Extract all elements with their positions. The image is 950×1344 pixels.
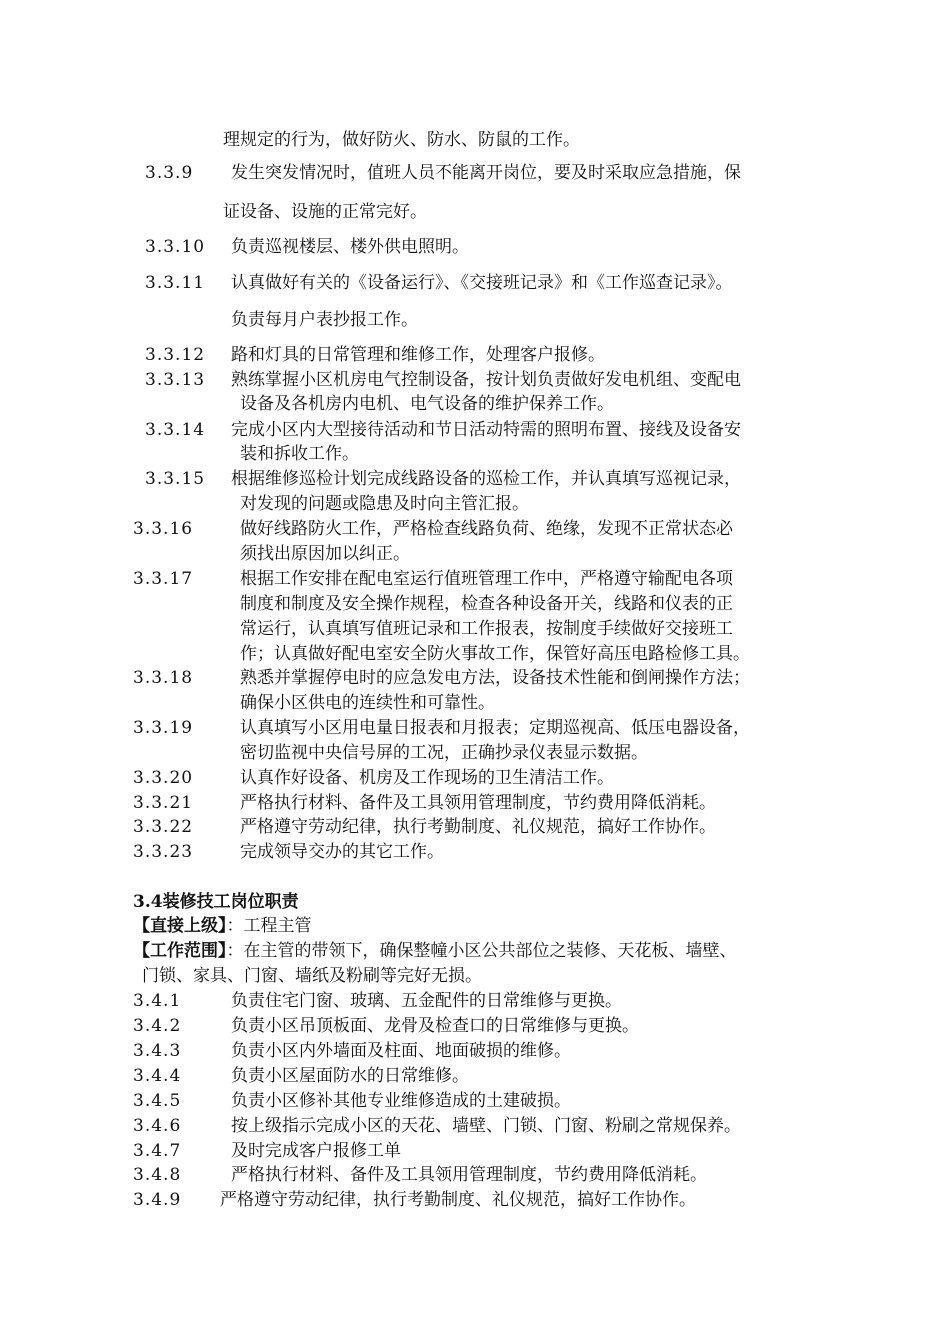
- item-number: 3.4.9: [133, 1190, 182, 1210]
- item-text: 证设备、设施的正常完好。: [223, 202, 427, 222]
- item-text: 根据工作安排在配电室运行值班管理工作中，严格遵守输配电各项: [240, 569, 733, 589]
- item-number: 3.3.10: [145, 237, 206, 257]
- item-text: 做好线路防火工作，严格检查线路负荷、绝缘，发现不正常状态必: [240, 519, 733, 539]
- item-number: 3.3.21: [133, 793, 194, 813]
- item-number: 3.3.23: [133, 842, 194, 862]
- scope-label: 【工作范围】: [133, 941, 227, 961]
- item-text: 路和灯具的日常管理和维修工作，处理客户报修。: [231, 345, 605, 365]
- item-text: 严格执行材料、备件及工具领用管理制度，节约费用降低消耗。: [231, 1165, 707, 1185]
- item-text: 负责小区内外墙面及柱面、地面破损的维修。: [231, 1041, 571, 1061]
- item-text: 严格遵守劳动纪律，执行考勤制度、礼仪规范，搞好工作协作。: [240, 817, 716, 837]
- item-number: 3.4.1: [133, 991, 182, 1011]
- scope-text: ：在主管的带领下，确保整幢小区公共部位之装修、天花板、墙壁、: [226, 941, 737, 961]
- item-text: 制度和制度及安全操作规程，检查各种设备开关，线路和仪表的正: [240, 594, 733, 614]
- item-text: 熟练掌握小区机房电气控制设备，按计划负责做好发电机组、变配电: [231, 370, 741, 390]
- item-number: 3.3.20: [133, 768, 194, 788]
- item-text: 完成小区内大型接待活动和节日活动特需的照明布置、接线及设备安: [231, 420, 741, 440]
- item-text: 负责巡视楼层、楼外供电照明。: [231, 237, 469, 257]
- item-text: 对发现的问题或隐患及时向主管汇报。: [240, 494, 529, 514]
- item-text: 及时完成客户报修工单: [231, 1141, 401, 1161]
- item-text: 常运行，认真填写值班记录和工作报表，按制度手续做好交接班工: [240, 619, 733, 639]
- superior-value: ：工程主管: [226, 916, 312, 936]
- item-text: 设备及各机房内电机、电气设备的维护保养工作。: [240, 394, 614, 414]
- scope-text-cont: 门锁、家具、门窗、墙纸及粉刷等完好无损。: [142, 966, 482, 986]
- item-number: 3.4.3: [133, 1041, 182, 1061]
- superior-label: 【直接上级】: [133, 916, 227, 936]
- item-number: 3.3.13: [145, 370, 206, 390]
- item-text: 根据维修巡检计划完成线路设备的巡检工作，并认真填写巡视记录，: [231, 469, 741, 489]
- item-text: 负责小区屋面防水的日常维修。: [231, 1066, 469, 1086]
- item-number: 3.3.11: [145, 273, 206, 293]
- item-number: 3.4.4: [133, 1066, 182, 1086]
- item-number: 3.3.19: [133, 718, 194, 738]
- item-number: 3.4.8: [133, 1165, 182, 1185]
- item-number: 3.4.7: [133, 1141, 182, 1161]
- continuation-text: 理规定的行为，做好防火、防水、防鼠的工作。: [223, 130, 580, 150]
- item-number: 3.3.14: [145, 420, 206, 440]
- item-text: 按上级指示完成小区的天花、墙壁、门锁、门窗、粉刷之常规保养。: [231, 1116, 741, 1136]
- item-text: 装和拆收工作。: [240, 444, 359, 464]
- item-text: 熟悉并掌握停电时的应急发电方法，设备技术性能和倒闸操作方法；: [240, 668, 750, 688]
- item-number: 3.4.5: [133, 1091, 182, 1111]
- item-number: 3.3.18: [133, 668, 194, 688]
- item-text: 负责每月户表抄报工作。: [231, 310, 418, 330]
- superior-line: [133, 914, 312, 938]
- item-text: 须找出原因加以纠正。: [240, 544, 410, 564]
- item-text: 认真做好有关的《设备运行》、《交接班记录》和《工作巡查记录》。: [231, 273, 733, 293]
- item-number: 3.3.9: [145, 163, 194, 183]
- item-number: 3.4.2: [133, 1016, 182, 1036]
- item-text: 负责小区吊顶板面、龙骨及检查口的日常维修与更换。: [231, 1016, 639, 1036]
- item-text: 严格执行材料、备件及工具领用管理制度，节约费用降低消耗。: [240, 793, 716, 813]
- item-text: 完成领导交办的其它工作。: [240, 842, 444, 862]
- section-heading: 3.4装修技工岗位职责: [133, 892, 299, 912]
- item-text: 作；认真做好配电室安全防火事故工作，保管好高压电路检修工具。: [240, 644, 750, 664]
- item-text: 认真作好设备、机房及工作现场的卫生清洁工作。: [240, 768, 614, 788]
- item-number: 3.4.6: [133, 1116, 182, 1136]
- item-text: 确保小区供电的连续性和可靠性。: [240, 693, 495, 713]
- scope-line: [133, 939, 737, 963]
- item-text: 负责住宅门窗、玻璃、五金配件的日常维修与更换。: [231, 991, 622, 1011]
- item-text: 认真填写小区用电量日报表和月报表；定期巡视高、低压电器设备，: [240, 718, 750, 738]
- item-number: 3.3.12: [145, 345, 206, 365]
- item-number: 3.3.17: [133, 569, 194, 589]
- item-text: 密切监视中央信号屏的工况，正确抄录仪表显示数据。: [240, 743, 648, 763]
- item-number: 3.3.22: [133, 817, 194, 837]
- item-text: 严格遵守劳动纪律，执行考勤制度、礼仪规范，搞好工作协作。: [220, 1190, 696, 1210]
- item-text: 发生突发情况时，值班人员不能离开岗位，要及时采取应急措施，保: [231, 163, 741, 183]
- item-text: 负责小区修补其他专业维修造成的土建破损。: [231, 1091, 571, 1111]
- item-number: 3.3.16: [133, 519, 194, 539]
- item-number: 3.3.15: [145, 469, 206, 489]
